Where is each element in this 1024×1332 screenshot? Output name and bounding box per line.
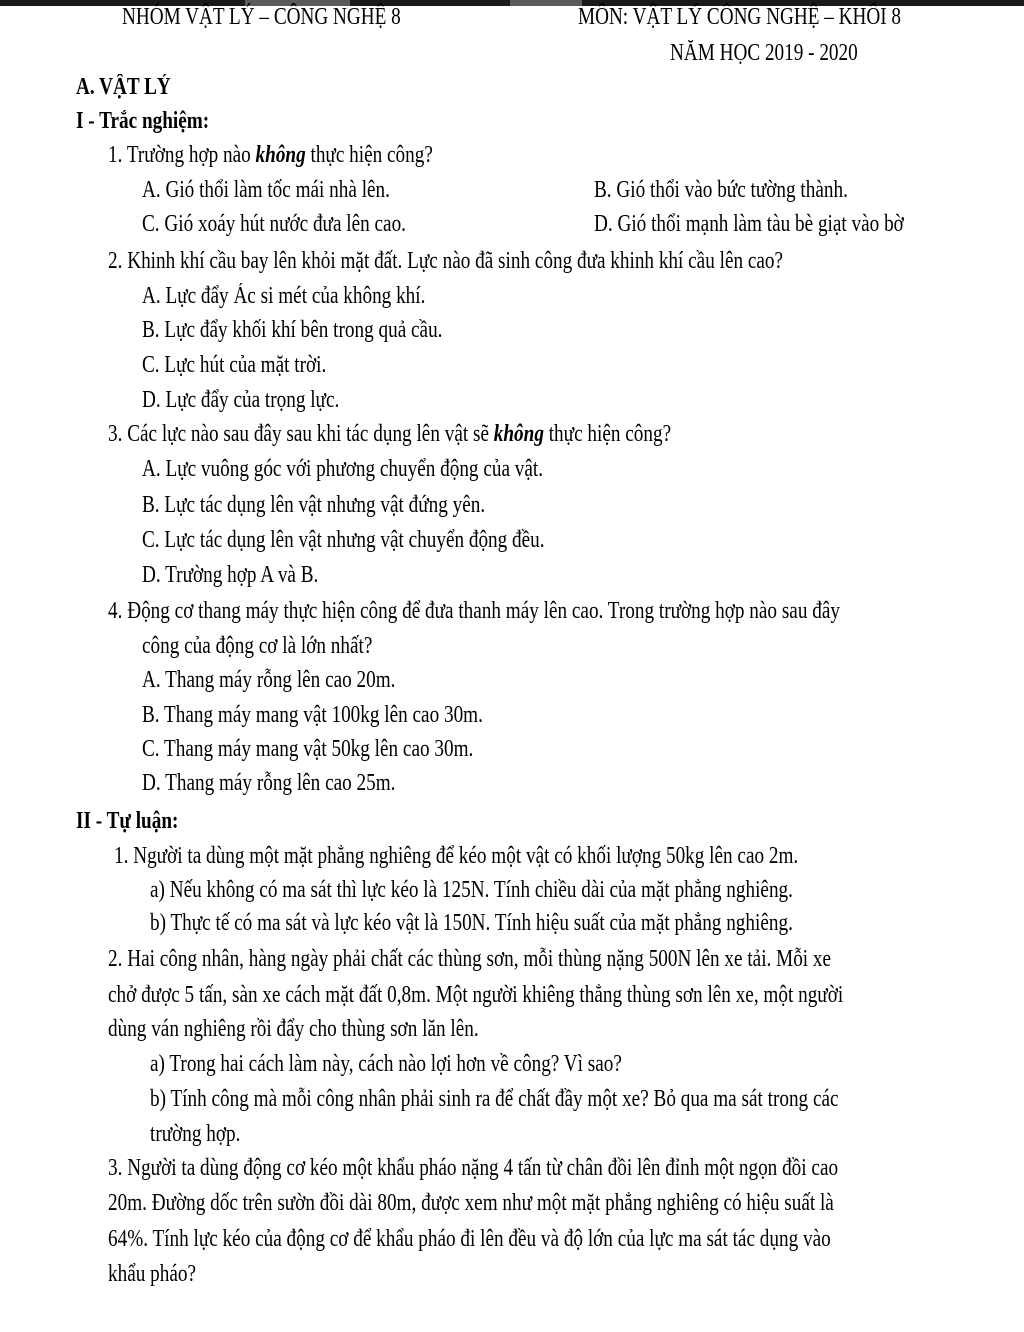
- q1-stem-emphasis: không: [255, 142, 306, 168]
- question-1-stem: [108, 140, 433, 170]
- q1-stem-pre: 1. Trường hợp nào: [108, 142, 256, 168]
- problem-3-line-4: khẩu pháo?: [108, 1261, 196, 1287]
- problem-3-line-1: 3. Người ta dùng động cơ kéo một khẩu pháo nặng 4 tấn từ chân đồi lên đỉnh một ngọn đồi cao: [108, 1155, 839, 1181]
- problem-2-line-2: chở được 5 tấn, sàn xe cách mặt đất 0,8m. Một người khiêng thẳng thùng sơn lên xe, một người: [108, 982, 844, 1008]
- problem-1-part-b: b) Thực tế có ma sát và lực kéo vật là 150N. Tính hiệu suất của mặt phẳng nghiêng.: [150, 910, 793, 936]
- q4-option-c: C. Thang máy mang vật 50kg lên cao 30m.: [142, 736, 474, 762]
- q2-option-b: B. Lực đẩy khối khí bên trong quả cầu.: [142, 317, 443, 343]
- q3-option-a: A. Lực vuông góc với phương chuyển động của vật.: [142, 456, 544, 482]
- q2-option-c: C. Lực hút của mặt trời.: [142, 352, 327, 378]
- q3-stem-pre: 3. Các lực nào sau đây sau khi tác dụng lên vật sẽ: [108, 421, 494, 447]
- q3-option-c: C. Lực tác dụng lên vật nhưng vật chuyển động đều.: [142, 527, 545, 553]
- q1-option-b: B. Gió thổi vào bức tường thành.: [594, 177, 848, 203]
- part2-heading: II - Tự luận:: [76, 808, 179, 834]
- q4-option-d: D. Thang máy rỗng lên cao 25m.: [142, 770, 396, 796]
- question-4-stem-cont: công của động cơ là lớn nhất?: [142, 633, 373, 659]
- q3-stem-post: thực hiện công?: [543, 421, 672, 447]
- q4-option-b: B. Thang máy mang vật 100kg lên cao 30m.: [142, 702, 483, 728]
- problem-1-stem: 1. Người ta dùng một mặt phẳng nghiêng để kéo một vật có khối lượng 50kg lên cao 2m.: [114, 843, 799, 869]
- problem-2-line-1: 2. Hai công nhân, hàng ngày phải chất các thùng sơn, mỗi thùng nặng 500N lên xe tải. Mỗi xe: [108, 946, 832, 972]
- problem-3-line-2: 20m. Đường dốc trên sườn đồi dài 80m, được xem như một mặt phẳng nghiêng có hiệu suất là: [108, 1190, 834, 1216]
- header-left: NHÓM VẬT LÝ – CÔNG NGHỆ 8: [122, 4, 401, 30]
- q1-option-c: C. Gió xoáy hút nước đưa lên cao.: [142, 211, 406, 237]
- section-heading: A. VẬT LÝ: [76, 74, 171, 100]
- problem-2-part-a: a) Trong hai cách làm này, cách nào lợi hơn về công? Vì sao?: [150, 1051, 622, 1077]
- question-2-stem: 2. Khinh khí cầu bay lên khỏi mặt đất. Lực nào đã sinh công đưa khinh khí cầu lên cao?: [108, 248, 784, 274]
- q1-option-d: D. Gió thổi mạnh làm tàu bè giạt vào bờ: [594, 211, 904, 237]
- school-year: NĂM HỌC 2019 - 2020: [670, 40, 858, 66]
- q2-option-a: A. Lực đẩy Ác si mét của không khí.: [142, 283, 426, 309]
- q3-option-d: D. Trường hợp A và B.: [142, 562, 319, 588]
- header-right: MÔN: VẬT LÝ CÔNG NGHỆ – KHỐI 8: [578, 4, 902, 30]
- problem-2-part-b-cont: trường hợp.: [150, 1121, 241, 1147]
- q3-option-b: B. Lực tác dụng lên vật nhưng vật đứng yên.: [142, 492, 486, 518]
- part1-heading: I - Trắc nghiệm:: [76, 108, 210, 134]
- q2-option-d: D. Lực đẩy của trọng lực.: [142, 387, 340, 413]
- q1-option-a: A. Gió thổi làm tốc mái nhà lên.: [142, 177, 390, 203]
- problem-1-part-a: a) Nếu không có ma sát thì lực kéo là 125N. Tính chiều dài của mặt phẳng nghiêng.: [150, 877, 793, 903]
- q3-stem-emphasis: không: [493, 421, 544, 447]
- problem-2-part-b: b) Tính công mà mỗi công nhân phải sinh ra để chất đầy một xe? Bỏ qua ma sát trong các: [150, 1086, 839, 1112]
- question-4-stem: 4. Động cơ thang máy thực hiện công để đưa thanh máy lên cao. Trong trường hợp nào sau đây: [108, 598, 840, 624]
- q1-stem-post: thực hiện công?: [305, 142, 433, 168]
- question-3-stem: [108, 419, 671, 449]
- q4-option-a: A. Thang máy rỗng lên cao 20m.: [142, 667, 396, 693]
- problem-2-line-3: dùng ván nghiêng rồi đẩy cho thùng sơn lăn lên.: [108, 1016, 479, 1042]
- problem-3-line-3: 64%. Tính lực kéo của động cơ để khẩu pháo đi lên đều và độ lớn của lực ma sát tác dụng vào: [108, 1226, 831, 1252]
